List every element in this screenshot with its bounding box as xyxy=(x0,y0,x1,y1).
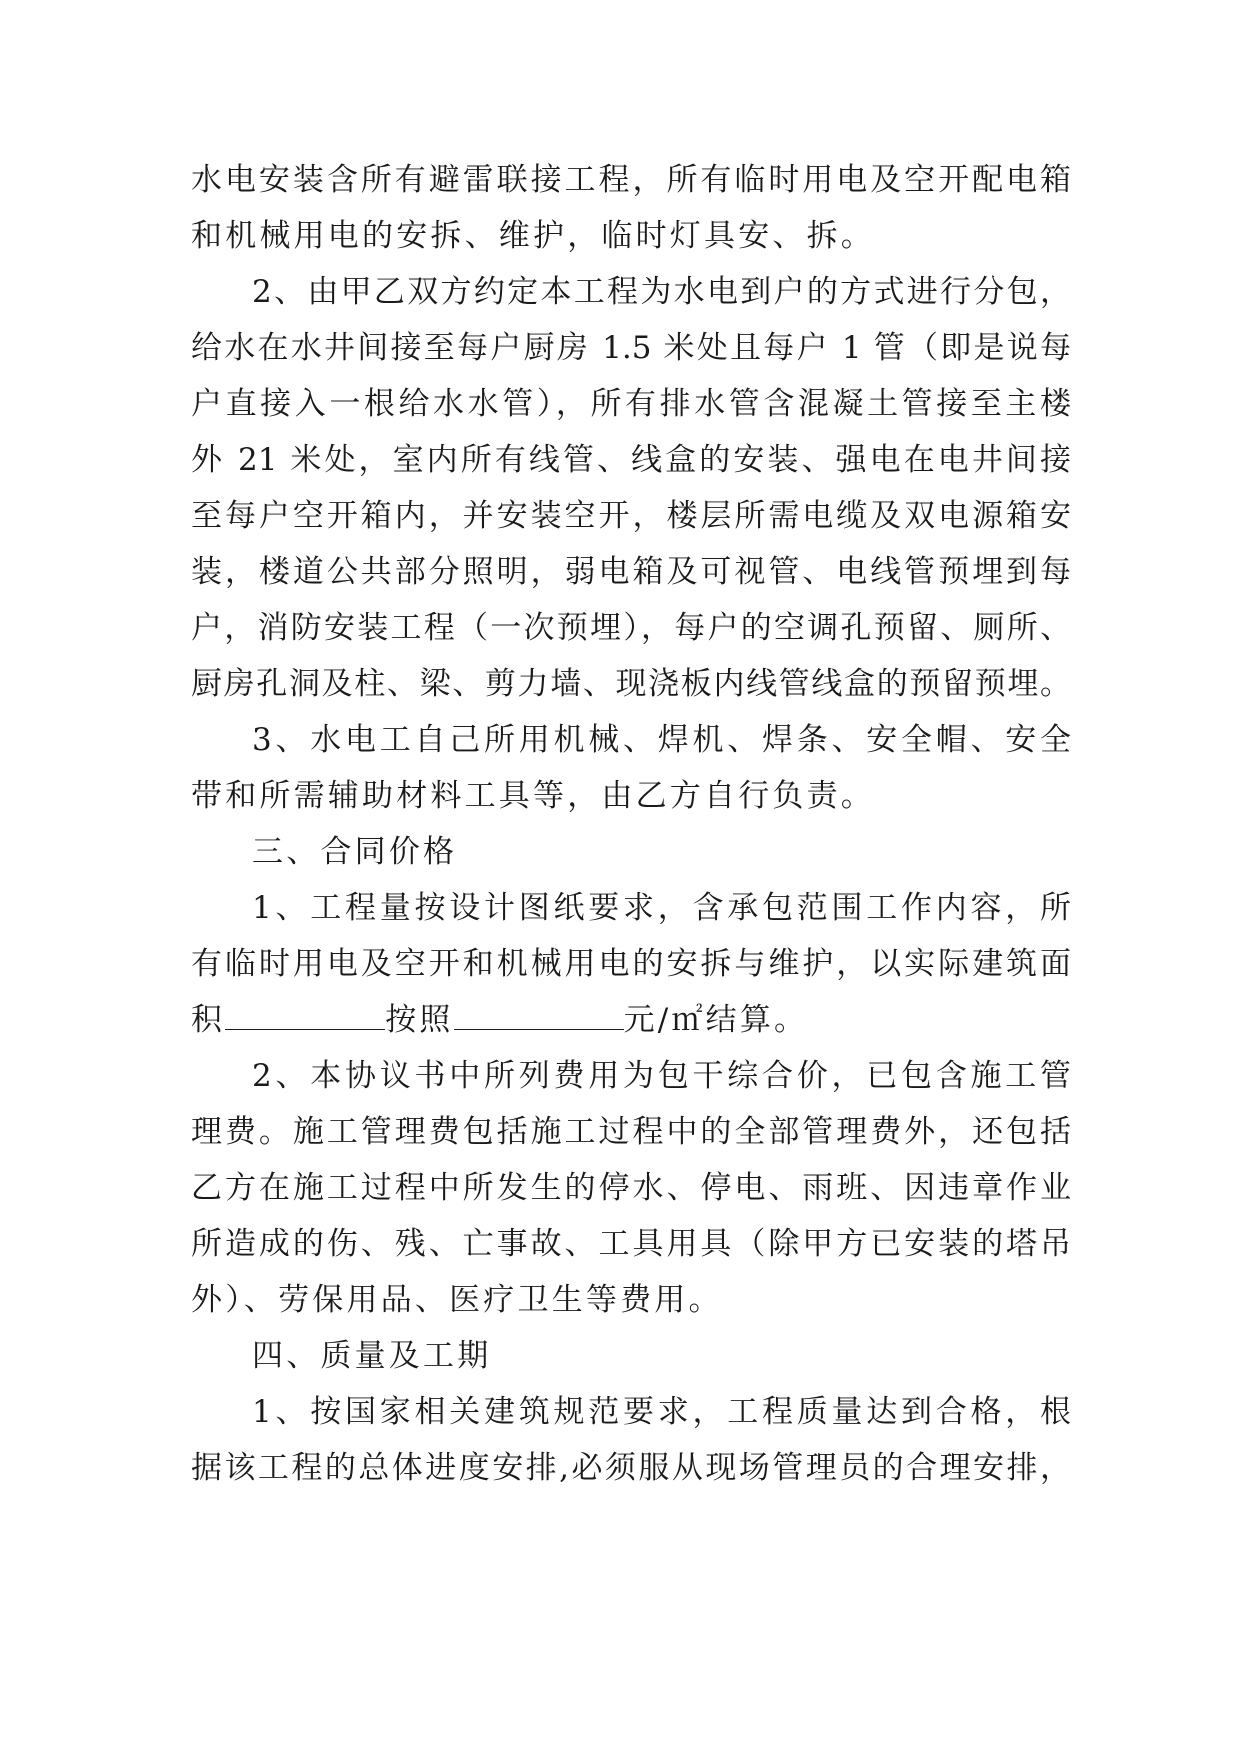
paragraph-line: 带和所需辅助材料工具等，由乙方自行负责。 xyxy=(191,778,875,814)
paragraph-line: 1、工程量按设计图纸要求，含承包范围工作内容，所 xyxy=(252,890,1071,926)
paragraph-line: 装，楼道公共部分照明，弱电箱及可视管、电线管预埋到每 xyxy=(191,554,1071,590)
paragraph-line: 据该工程的总体进度安排,必须服从现场管理员的合理安排， xyxy=(191,1450,1071,1486)
area-blank-field[interactable] xyxy=(225,993,385,1030)
price-middle: 按照 xyxy=(385,1002,454,1038)
paragraph-line: 给水在水井间接至每户厨房 1.5 米处且每户 1 管（即是说每 xyxy=(191,330,1071,366)
paragraph-line: 外）、劳保用品、医疗卫生等费用。 xyxy=(191,1282,723,1318)
paragraph-line: 厨房孔洞及柱、梁、剪力墙、现浇板内线管线盒的预留预埋。 xyxy=(191,666,1071,702)
paragraph-line: 户直接入一根给水水管），所有排水管含混凝土管接至主楼 xyxy=(191,386,1071,422)
paragraph-line: 所造成的伤、残、亡事故、工具用具（除甲方已安装的塔吊 xyxy=(191,1226,1071,1262)
paragraph-line: 2、由甲乙双方约定本工程为水电到户的方式进行分包， xyxy=(252,274,1071,310)
paragraph-line: 理费。施工管理费包括施工过程中的全部管理费外，还包括 xyxy=(191,1114,1071,1150)
paragraph-line: 乙方在施工过程中所发生的停水、停电、雨班、因违章作业 xyxy=(191,1170,1071,1206)
paragraph-line: 3、水电工自己所用机械、焊机、焊条、安全帽、安全 xyxy=(252,722,1071,758)
paragraph-line: 水电安装含所有避雷联接工程，所有临时用电及空开配电箱 xyxy=(191,162,1071,198)
paragraph-line: 户，消防安装工程（一次预埋），每户的空调孔预留、厕所、 xyxy=(191,610,1071,646)
price-prefix: 积 xyxy=(191,1002,226,1038)
section-heading: 三、合同价格 xyxy=(252,834,458,870)
section-heading: 四、质量及工期 xyxy=(252,1338,492,1374)
paragraph-line: 至每户空开箱内，并安装空开，楼层所需电缆及双电源箱安 xyxy=(191,498,1071,534)
paragraph-line: 1、按国家相关建筑规范要求，工程质量达到合格，根 xyxy=(252,1394,1071,1430)
price-suffix: 元/㎡结算。 xyxy=(623,1002,809,1038)
paragraph-line: 外 21 米处，室内所有线管、线盒的安装、强电在电井间接 xyxy=(191,442,1071,478)
paragraph-line: 2、本协议书中所列费用为包干综合价，已包含施工管 xyxy=(252,1058,1071,1094)
unit-price-blank-field[interactable] xyxy=(454,993,624,1030)
price-line xyxy=(191,990,1071,1050)
paragraph-line: 有临时用电及空开和机械用电的安拆与维护，以实际建筑面 xyxy=(191,946,1071,982)
paragraph-line: 和机械用电的安拆、维护，临时灯具安、拆。 xyxy=(191,218,875,254)
